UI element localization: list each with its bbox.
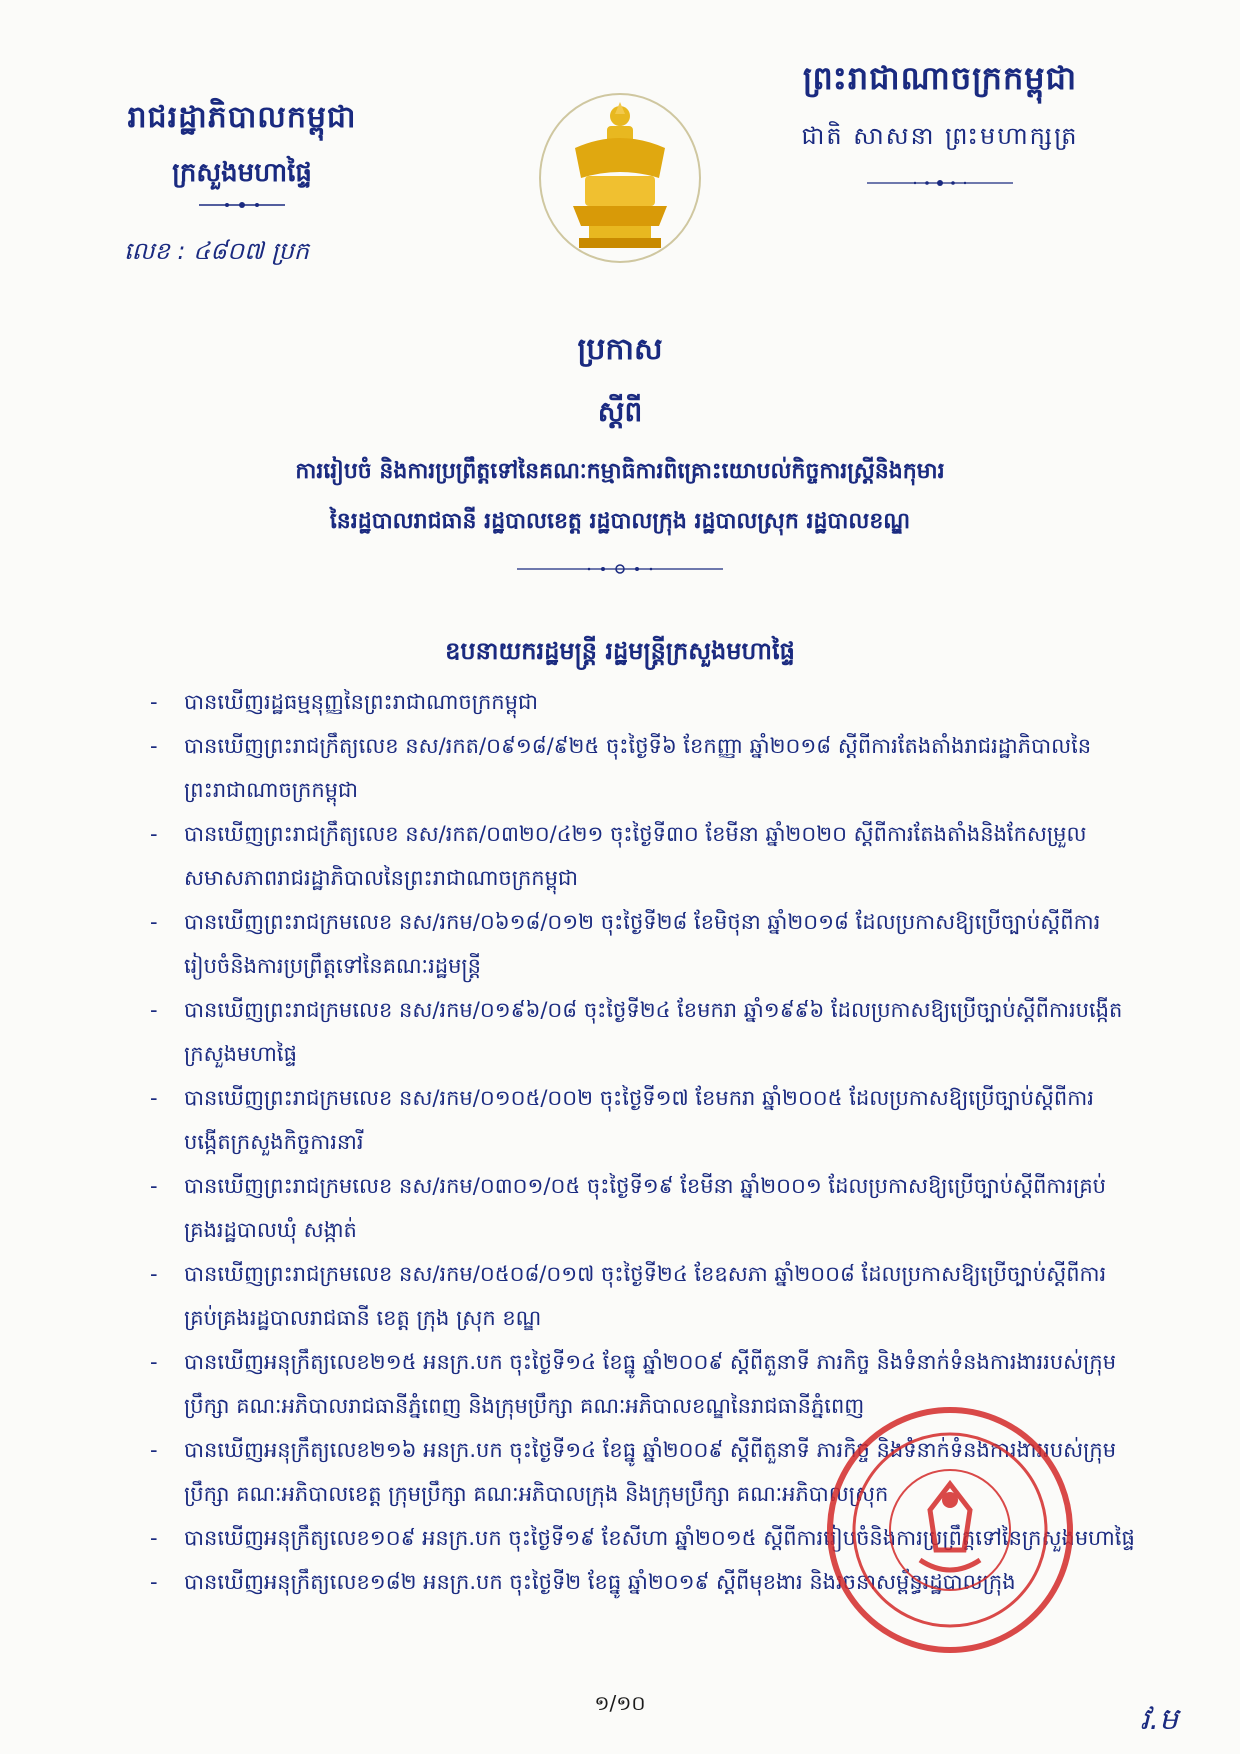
title-main: ប្រកាស (577, 332, 663, 367)
consideration-item (150, 988, 1135, 1076)
consideration-item (150, 724, 1135, 812)
bullet-dash: - (150, 1570, 158, 1594)
consideration-text: បានឃើញអនុក្រឹត្យលេខ១៨២ អនក្រ.បក ចុះថ្ងៃទី២ ខែធ្នូ ឆ្នាំ២០១៩ ស្តីពីមុខងារ និងរចនាសម្ព័ន្ធរដ្ឋបាលក្រុង (184, 1570, 1016, 1594)
bullet-dash: - (150, 1350, 158, 1374)
consideration-item (150, 1076, 1135, 1164)
consideration-text: បានឃើញព្រះរាជក្រឹត្យលេខ នស/រកត/០៣២០/៤២១ ចុះថ្ងៃទី៣០ ខែមីនា ឆ្នាំ២០២០ ស្តីពីការតែងតាំងនិងកែសម្រួលសមាសភាពរាជរដ្ឋាភិបាលនៃព្រះរាជាណាចក្រកម្ពុជា (184, 822, 1087, 890)
consideration-item (150, 812, 1135, 900)
consideration-text: បានឃើញព្រះរាជក្រមលេខ នស/រកម/០១០៥/០០២ ចុះថ្ងៃទី១៧ ខែមករា ឆ្នាំ២០០៥ ដែលប្រកាសឱ្យប្រើច្បាប់ស្តីពីការបង្កើតក្រសួងកិច្ចការនារី (184, 1086, 1094, 1154)
bullet-dash: - (150, 1262, 158, 1286)
page-number: ១/១០ (594, 1691, 646, 1715)
consideration-text: បានឃើញអនុក្រឹត្យលេខ២១៥ អនក្រ.បក ចុះថ្ងៃទី១៤ ខែធ្នូ ឆ្នាំ២០០៩ ស្តីពីតួនាទី ភារកិច្ច និងទំនាក់ទំនងការងាររបស់ក្រុមប្រឹក្សា គណៈអភិបាលរាជធានីភ្នំពេញ និងក្រុមប្រឹក្សា គណៈអភិបាលខណ្ឌនៃរាជធានីភ្នំពេញ (184, 1350, 1117, 1418)
ornament-divider-icon (515, 563, 725, 575)
consideration-item (150, 1252, 1135, 1340)
consideration-text: បានឃើញព្រះរាជក្រមលេខ នស/រកម/០៥០៨/០១៧ ចុះថ្ងៃទី២៤ ខែឧសភា ឆ្នាំ២០០៨ ដែលប្រកាសឱ្យប្រើច្បាប់ស្តីពីការគ្រប់គ្រងរដ្ឋបាលរាជធានី ខេត្ត ក្រុង ស្រុក ខណ្ឌ (184, 1262, 1107, 1330)
title-sub: ស្តីពី (597, 395, 643, 428)
consideration-text: បានឃើញព្រះរាជក្រមលេខ នស/រកម/០១៩៦/០៨ ចុះថ្ងៃទី២៤ ខែមករា ឆ្នាំ១៩៩៦ ដែលប្រកាសឱ្យប្រើច្បាប់ស្តីពីការបង្កើតក្រសួងមហាផ្ទៃ (184, 998, 1123, 1066)
handwritten-initials: វ.ម (1140, 1702, 1179, 1737)
bullet-dash: - (150, 1086, 158, 1110)
consideration-text: បានឃើញព្រះរាជក្រមលេខ នស/រកម/០៣០១/០៥ ចុះថ្ងៃទី១៩ ខែមីនា ឆ្នាំ២០០១ ដែលប្រកាសឱ្យប្រើច្បាប់ស្តីពីការគ្រប់គ្រងរដ្ឋបាលឃុំ សង្កាត់ (184, 1174, 1106, 1242)
consideration-text: បានឃើញអនុក្រឹត្យលេខ២១៦ អនក្រ.បក ចុះថ្ងៃទី១៤ ខែធ្នូ ឆ្នាំ២០០៩ ស្តីពីតួនាទី ភារកិច្ច និងទំនាក់ទំនងការងាររបស់ក្រុមប្រឹក្សា គណៈអភិបាលខេត្ត ក្រុមប្រឹក្សា គណៈអភិបាលក្រុង និងក្រុមប្រឹក្សា គណៈអភិបាលស្រុក (184, 1438, 1117, 1506)
consideration-item (150, 1164, 1135, 1252)
ornament-divider-icon (197, 200, 287, 210)
bullet-dash: - (150, 910, 158, 934)
ministry-name: ក្រសួងមហាផ្ទៃ (172, 158, 312, 188)
consideration-text: បានឃើញរដ្ឋធម្មនុញ្ញនៃព្រះរាជាណាចក្រកម្ពុជា (184, 690, 538, 714)
document-number (124, 236, 309, 271)
title-subject-line1: ការរៀបចំ និងការប្រព្រឹត្តទៅនៃគណៈកម្មាធិការពិគ្រោះយោបល់កិច្ចការស្ត្រីនិងកុមារ (295, 459, 945, 484)
consideration-text: បានឃើញព្រះរាជក្រឹត្យលេខ នស/រកត/០៩១៨/៩២៥ ចុះថ្ងៃទី៦ ខែកញ្ញា ឆ្នាំ២០១៨ ស្តីពីការតែងតាំងរាជរដ្ឋាភិបាលនៃព្រះរាជាណាចក្រកម្ពុជា (184, 734, 1092, 802)
bullet-dash: - (150, 1526, 158, 1550)
bullet-dash: - (150, 1174, 158, 1198)
title-subject-line2: នៃរដ្ឋបាលរាជធានី រដ្ឋបាលខេត្ត រដ្ឋបាលក្រុង រដ្ឋបាលស្រុក រដ្ឋបាលខណ្ឌ (329, 509, 911, 534)
consideration-text: បានឃើញអនុក្រឹត្យលេខ១០៩ អនក្រ.បក ចុះថ្ងៃទី១៩ ខែសីហា ឆ្នាំ២០១៥ ស្តីពីការរៀបចំនិងការប្រព្រឹត្តទៅនៃក្រសួងមហាផ្ទៃ (184, 1526, 1135, 1550)
bullet-dash: - (150, 1438, 158, 1462)
royal-emblem-icon (535, 88, 705, 264)
official-seal-icon (820, 1400, 1080, 1660)
bullet-dash: - (150, 822, 158, 846)
ornament-divider-icon (865, 178, 1015, 188)
consideration-text: បានឃើញព្រះរាជក្រមលេខ នស/រកម/០៦១៨/០១២ ចុះថ្ងៃទី២៨ ខែមិថុនា ឆ្នាំ២០១៨ ដែលប្រកាសឱ្យប្រើច្បាប់ស្តីពីការរៀបចំនិងការប្រព្រឹត្តទៅនៃគណៈរដ្ឋមន្ត្រី (184, 910, 1101, 978)
bullet-dash: - (150, 690, 158, 714)
signatory-heading: ឧបនាយករដ្ឋមន្ត្រី រដ្ឋមន្ត្រីក្រសួងមហាផ្ទៃ (445, 637, 795, 665)
consideration-item (150, 680, 1135, 724)
consideration-item (150, 900, 1135, 988)
document-title (100, 330, 1140, 575)
bullet-dash: - (150, 998, 158, 1022)
issuer-header (112, 98, 372, 210)
document-number-value: ៤៨០៧ (193, 237, 264, 265)
kingdom-name: ព្រះរាជាណាចក្រកម្ពុជា (802, 59, 1078, 97)
kingdom-header (760, 58, 1120, 188)
document-number-suffix: ប្រក (271, 237, 309, 265)
document-number-label: លេខ : (124, 237, 186, 265)
bullet-dash: - (150, 734, 158, 758)
government-name: រាជរដ្ឋាភិបាលកម្ពុជា (127, 100, 357, 135)
national-motto: ជាតិ សាសនា ព្រះមហាក្សត្រ (801, 122, 1079, 150)
